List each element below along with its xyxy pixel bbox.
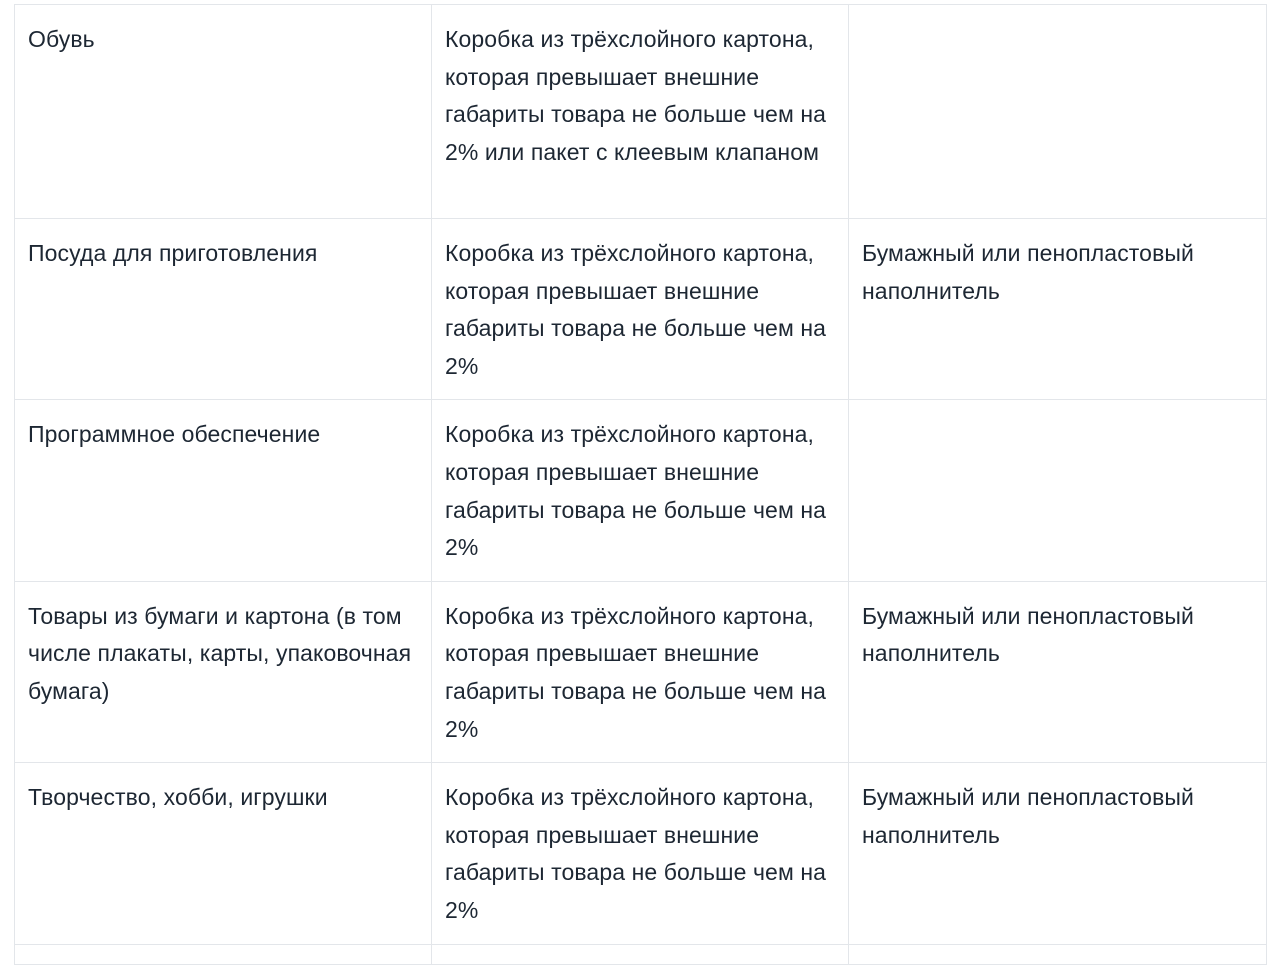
empty-cell — [849, 944, 1267, 964]
packaging-cell: Коробка из трёхслойного картона, которая превышает внешние габариты товара не больше чем на 2% или пакет с клеевым клапаном — [432, 5, 849, 219]
category-cell: Посуда для приготовления — [15, 219, 432, 400]
filler-cell: Бумажный или пенопластовый наполнитель — [849, 763, 1267, 944]
table-row — [15, 763, 1267, 944]
table-row — [15, 5, 1267, 219]
filler-cell — [849, 400, 1267, 581]
packaging-cell: Коробка из трёхслойного картона, которая превышает внешние габариты товара не больше чем на 2% — [432, 400, 849, 581]
packaging-table-container — [14, 4, 1266, 965]
table-row — [15, 581, 1267, 762]
packaging-cell: Коробка из трёхслойного картона, которая превышает внешние габариты товара не больше чем на 2% — [432, 219, 849, 400]
filler-cell: Бумажный или пенопластовый наполнитель — [849, 219, 1267, 400]
table-row-partial — [15, 944, 1267, 964]
table-row — [15, 400, 1267, 581]
packaging-cell: Коробка из трёхслойного картона, которая превышает внешние габариты товара не больше чем на 2% — [432, 763, 849, 944]
empty-cell — [15, 944, 432, 964]
packaging-table — [14, 4, 1267, 965]
table-row — [15, 219, 1267, 400]
category-cell: Программное обеспечение — [15, 400, 432, 581]
packaging-cell: Коробка из трёхслойного картона, которая превышает внешние габариты товара не больше чем на 2% — [432, 581, 849, 762]
category-cell: Творчество, хобби, игрушки — [15, 763, 432, 944]
empty-cell — [432, 944, 849, 964]
category-cell: Обувь — [15, 5, 432, 219]
category-cell: Товары из бумаги и картона (в том числе плакаты, карты, упаковочная бумага) — [15, 581, 432, 762]
filler-cell: Бумажный или пенопластовый наполнитель — [849, 581, 1267, 762]
filler-cell — [849, 5, 1267, 219]
